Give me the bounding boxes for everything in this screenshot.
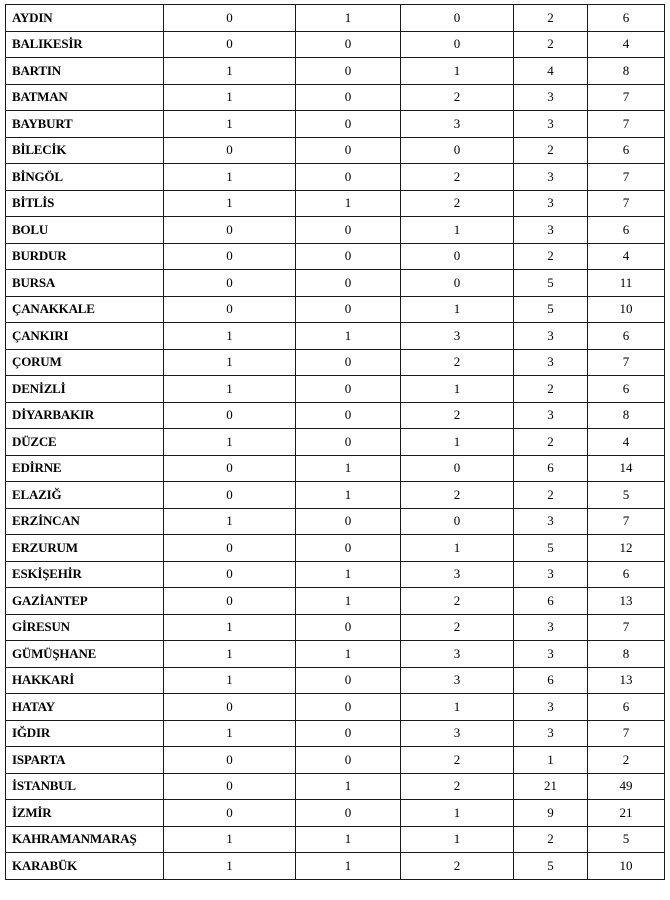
value-cell-col5: 6 — [588, 561, 665, 588]
value-cell-col1: 1 — [164, 641, 296, 668]
value-cell-col2: 0 — [296, 349, 401, 376]
value-cell-col4: 21 — [514, 773, 588, 800]
table-row — [6, 853, 665, 880]
value-cell-col3: 2 — [401, 773, 514, 800]
value-cell-col5: 13 — [588, 667, 665, 694]
value-cell-col4: 5 — [514, 296, 588, 323]
province-name-cell: ÇANKIRI — [6, 323, 164, 350]
value-cell-col5: 7 — [588, 190, 665, 217]
value-cell-col4: 3 — [514, 694, 588, 721]
value-cell-col3: 1 — [401, 217, 514, 244]
table-row — [6, 826, 665, 853]
value-cell-col1: 0 — [164, 31, 296, 58]
value-cell-col2: 1 — [296, 482, 401, 509]
value-cell-col5: 4 — [588, 243, 665, 270]
value-cell-col1: 0 — [164, 402, 296, 429]
value-cell-col5: 6 — [588, 137, 665, 164]
value-cell-col5: 5 — [588, 482, 665, 509]
value-cell-col4: 6 — [514, 588, 588, 615]
value-cell-col5: 6 — [588, 5, 665, 32]
value-cell-col5: 10 — [588, 296, 665, 323]
table-body — [6, 5, 665, 880]
value-cell-col4: 3 — [514, 323, 588, 350]
value-cell-col5: 49 — [588, 773, 665, 800]
value-cell-col5: 8 — [588, 58, 665, 85]
value-cell-col4: 2 — [514, 482, 588, 509]
value-cell-col5: 6 — [588, 217, 665, 244]
value-cell-col5: 10 — [588, 853, 665, 880]
value-cell-col2: 0 — [296, 270, 401, 297]
value-cell-col1: 1 — [164, 826, 296, 853]
value-cell-col2: 1 — [296, 853, 401, 880]
province-name-cell: AYDIN — [6, 5, 164, 32]
value-cell-col3: 0 — [401, 5, 514, 32]
value-cell-col5: 14 — [588, 455, 665, 482]
value-cell-col2: 0 — [296, 376, 401, 403]
province-name-cell: İSTANBUL — [6, 773, 164, 800]
value-cell-col4: 3 — [514, 720, 588, 747]
table-row — [6, 58, 665, 85]
value-cell-col4: 5 — [514, 535, 588, 562]
value-cell-col3: 0 — [401, 455, 514, 482]
value-cell-col2: 0 — [296, 402, 401, 429]
value-cell-col4: 3 — [514, 614, 588, 641]
province-name-cell: BURSA — [6, 270, 164, 297]
province-name-cell: BARTIN — [6, 58, 164, 85]
province-name-cell: GÜMÜŞHANE — [6, 641, 164, 668]
value-cell-col4: 2 — [514, 376, 588, 403]
province-name-cell: GİRESUN — [6, 614, 164, 641]
value-cell-col1: 1 — [164, 190, 296, 217]
value-cell-col2: 0 — [296, 58, 401, 85]
table-row — [6, 561, 665, 588]
table-row — [6, 111, 665, 138]
value-cell-col2: 1 — [296, 826, 401, 853]
province-name-cell: ERZİNCAN — [6, 508, 164, 535]
province-name-cell: BALIKESİR — [6, 31, 164, 58]
value-cell-col1: 1 — [164, 720, 296, 747]
value-cell-col1: 1 — [164, 58, 296, 85]
table-row — [6, 402, 665, 429]
value-cell-col2: 1 — [296, 5, 401, 32]
value-cell-col5: 11 — [588, 270, 665, 297]
table-row — [6, 137, 665, 164]
table-row — [6, 270, 665, 297]
table-row — [6, 190, 665, 217]
table-row — [6, 164, 665, 191]
value-cell-col5: 7 — [588, 164, 665, 191]
value-cell-col4: 2 — [514, 826, 588, 853]
table-row — [6, 5, 665, 32]
value-cell-col2: 1 — [296, 641, 401, 668]
province-name-cell: BİLECİK — [6, 137, 164, 164]
value-cell-col3: 2 — [401, 614, 514, 641]
value-cell-col5: 7 — [588, 720, 665, 747]
value-cell-col1: 1 — [164, 376, 296, 403]
value-cell-col1: 1 — [164, 84, 296, 111]
value-cell-col4: 1 — [514, 747, 588, 774]
province-table — [5, 4, 665, 880]
province-name-cell: BATMAN — [6, 84, 164, 111]
value-cell-col4: 3 — [514, 349, 588, 376]
value-cell-col4: 3 — [514, 402, 588, 429]
value-cell-col3: 2 — [401, 164, 514, 191]
value-cell-col2: 0 — [296, 296, 401, 323]
value-cell-col5: 7 — [588, 349, 665, 376]
value-cell-col4: 3 — [514, 84, 588, 111]
province-name-cell: BAYBURT — [6, 111, 164, 138]
value-cell-col5: 8 — [588, 402, 665, 429]
value-cell-col2: 0 — [296, 111, 401, 138]
table-row — [6, 641, 665, 668]
value-cell-col2: 0 — [296, 508, 401, 535]
value-cell-col1: 1 — [164, 667, 296, 694]
value-cell-col1: 0 — [164, 588, 296, 615]
value-cell-col5: 7 — [588, 508, 665, 535]
value-cell-col4: 3 — [514, 641, 588, 668]
value-cell-col4: 6 — [514, 455, 588, 482]
value-cell-col3: 1 — [401, 58, 514, 85]
province-name-cell: ERZURUM — [6, 535, 164, 562]
province-name-cell: KARABÜK — [6, 853, 164, 880]
value-cell-col3: 2 — [401, 190, 514, 217]
table-row — [6, 31, 665, 58]
value-cell-col3: 3 — [401, 111, 514, 138]
table-row — [6, 508, 665, 535]
value-cell-col5: 7 — [588, 111, 665, 138]
province-name-cell: ISPARTA — [6, 747, 164, 774]
province-name-cell: KAHRAMANMARAŞ — [6, 826, 164, 853]
province-name-cell: DÜZCE — [6, 429, 164, 456]
value-cell-col1: 0 — [164, 270, 296, 297]
value-cell-col1: 0 — [164, 243, 296, 270]
value-cell-col3: 0 — [401, 31, 514, 58]
value-cell-col1: 0 — [164, 747, 296, 774]
value-cell-col3: 1 — [401, 694, 514, 721]
value-cell-col2: 0 — [296, 429, 401, 456]
value-cell-col5: 7 — [588, 84, 665, 111]
value-cell-col5: 6 — [588, 323, 665, 350]
table-row — [6, 773, 665, 800]
value-cell-col1: 0 — [164, 137, 296, 164]
value-cell-col3: 2 — [401, 588, 514, 615]
value-cell-col4: 9 — [514, 800, 588, 827]
value-cell-col4: 3 — [514, 111, 588, 138]
province-name-cell: İZMİR — [6, 800, 164, 827]
value-cell-col2: 0 — [296, 84, 401, 111]
value-cell-col5: 4 — [588, 429, 665, 456]
value-cell-col1: 1 — [164, 164, 296, 191]
value-cell-col4: 3 — [514, 190, 588, 217]
value-cell-col3: 2 — [401, 482, 514, 509]
province-name-cell: ESKİŞEHİR — [6, 561, 164, 588]
province-name-cell: IĞDIR — [6, 720, 164, 747]
value-cell-col4: 6 — [514, 667, 588, 694]
value-cell-col4: 5 — [514, 270, 588, 297]
value-cell-col1: 0 — [164, 800, 296, 827]
table-row — [6, 800, 665, 827]
value-cell-col5: 6 — [588, 694, 665, 721]
table-row — [6, 429, 665, 456]
table-row — [6, 323, 665, 350]
value-cell-col3: 1 — [401, 535, 514, 562]
province-name-cell: GAZİANTEP — [6, 588, 164, 615]
value-cell-col4: 3 — [514, 508, 588, 535]
value-cell-col5: 7 — [588, 614, 665, 641]
value-cell-col3: 1 — [401, 800, 514, 827]
table-row — [6, 667, 665, 694]
value-cell-col2: 0 — [296, 800, 401, 827]
value-cell-col1: 1 — [164, 508, 296, 535]
value-cell-col4: 2 — [514, 137, 588, 164]
value-cell-col2: 1 — [296, 323, 401, 350]
value-cell-col4: 4 — [514, 58, 588, 85]
value-cell-col2: 0 — [296, 747, 401, 774]
value-cell-col5: 21 — [588, 800, 665, 827]
province-name-cell: ÇORUM — [6, 349, 164, 376]
value-cell-col2: 0 — [296, 667, 401, 694]
province-name-cell: EDİRNE — [6, 455, 164, 482]
value-cell-col3: 3 — [401, 561, 514, 588]
value-cell-col2: 0 — [296, 217, 401, 244]
province-name-cell: HAKKARİ — [6, 667, 164, 694]
value-cell-col3: 2 — [401, 349, 514, 376]
value-cell-col4: 2 — [514, 429, 588, 456]
value-cell-col1: 0 — [164, 5, 296, 32]
table-row — [6, 614, 665, 641]
value-cell-col2: 0 — [296, 694, 401, 721]
value-cell-col3: 1 — [401, 296, 514, 323]
value-cell-col2: 1 — [296, 561, 401, 588]
value-cell-col3: 3 — [401, 667, 514, 694]
province-name-cell: DENİZLİ — [6, 376, 164, 403]
value-cell-col5: 8 — [588, 641, 665, 668]
province-name-cell: HATAY — [6, 694, 164, 721]
value-cell-col1: 0 — [164, 535, 296, 562]
value-cell-col3: 0 — [401, 508, 514, 535]
value-cell-col3: 1 — [401, 429, 514, 456]
value-cell-col1: 1 — [164, 323, 296, 350]
table-row — [6, 84, 665, 111]
value-cell-col5: 6 — [588, 376, 665, 403]
province-name-cell: DİYARBAKIR — [6, 402, 164, 429]
province-name-cell: ELAZIĞ — [6, 482, 164, 509]
province-name-cell: BİTLİS — [6, 190, 164, 217]
table-row — [6, 482, 665, 509]
value-cell-col5: 4 — [588, 31, 665, 58]
value-cell-col1: 0 — [164, 296, 296, 323]
value-cell-col3: 0 — [401, 270, 514, 297]
value-cell-col3: 0 — [401, 137, 514, 164]
value-cell-col4: 2 — [514, 31, 588, 58]
value-cell-col2: 0 — [296, 614, 401, 641]
value-cell-col3: 3 — [401, 641, 514, 668]
table-row — [6, 296, 665, 323]
value-cell-col4: 2 — [514, 5, 588, 32]
table-row — [6, 535, 665, 562]
value-cell-col1: 0 — [164, 561, 296, 588]
value-cell-col2: 1 — [296, 190, 401, 217]
table-row — [6, 217, 665, 244]
value-cell-col2: 0 — [296, 164, 401, 191]
value-cell-col3: 2 — [401, 402, 514, 429]
value-cell-col5: 13 — [588, 588, 665, 615]
value-cell-col2: 0 — [296, 535, 401, 562]
value-cell-col3: 1 — [401, 826, 514, 853]
value-cell-col3: 2 — [401, 853, 514, 880]
value-cell-col1: 0 — [164, 773, 296, 800]
value-cell-col2: 0 — [296, 137, 401, 164]
province-name-cell: BOLU — [6, 217, 164, 244]
value-cell-col1: 0 — [164, 217, 296, 244]
value-cell-col1: 0 — [164, 455, 296, 482]
table-row — [6, 747, 665, 774]
value-cell-col3: 3 — [401, 720, 514, 747]
province-name-cell: BURDUR — [6, 243, 164, 270]
value-cell-col1: 1 — [164, 853, 296, 880]
table-row — [6, 694, 665, 721]
value-cell-col4: 2 — [514, 243, 588, 270]
value-cell-col2: 0 — [296, 31, 401, 58]
value-cell-col5: 12 — [588, 535, 665, 562]
value-cell-col2: 1 — [296, 773, 401, 800]
value-cell-col1: 0 — [164, 482, 296, 509]
value-cell-col5: 5 — [588, 826, 665, 853]
value-cell-col3: 1 — [401, 376, 514, 403]
table-row — [6, 588, 665, 615]
value-cell-col4: 3 — [514, 164, 588, 191]
table-row — [6, 720, 665, 747]
value-cell-col2: 1 — [296, 455, 401, 482]
value-cell-col4: 3 — [514, 217, 588, 244]
value-cell-col3: 0 — [401, 243, 514, 270]
value-cell-col2: 0 — [296, 720, 401, 747]
value-cell-col1: 1 — [164, 111, 296, 138]
value-cell-col3: 2 — [401, 84, 514, 111]
value-cell-col5: 2 — [588, 747, 665, 774]
table-row — [6, 376, 665, 403]
province-name-cell: BİNGÖL — [6, 164, 164, 191]
table-row — [6, 349, 665, 376]
value-cell-col4: 5 — [514, 853, 588, 880]
value-cell-col2: 0 — [296, 243, 401, 270]
value-cell-col3: 3 — [401, 323, 514, 350]
value-cell-col3: 2 — [401, 747, 514, 774]
value-cell-col1: 1 — [164, 429, 296, 456]
table-row — [6, 455, 665, 482]
province-name-cell: ÇANAKKALE — [6, 296, 164, 323]
value-cell-col2: 1 — [296, 588, 401, 615]
value-cell-col1: 0 — [164, 694, 296, 721]
value-cell-col1: 1 — [164, 614, 296, 641]
table-row — [6, 243, 665, 270]
value-cell-col4: 3 — [514, 561, 588, 588]
value-cell-col1: 1 — [164, 349, 296, 376]
